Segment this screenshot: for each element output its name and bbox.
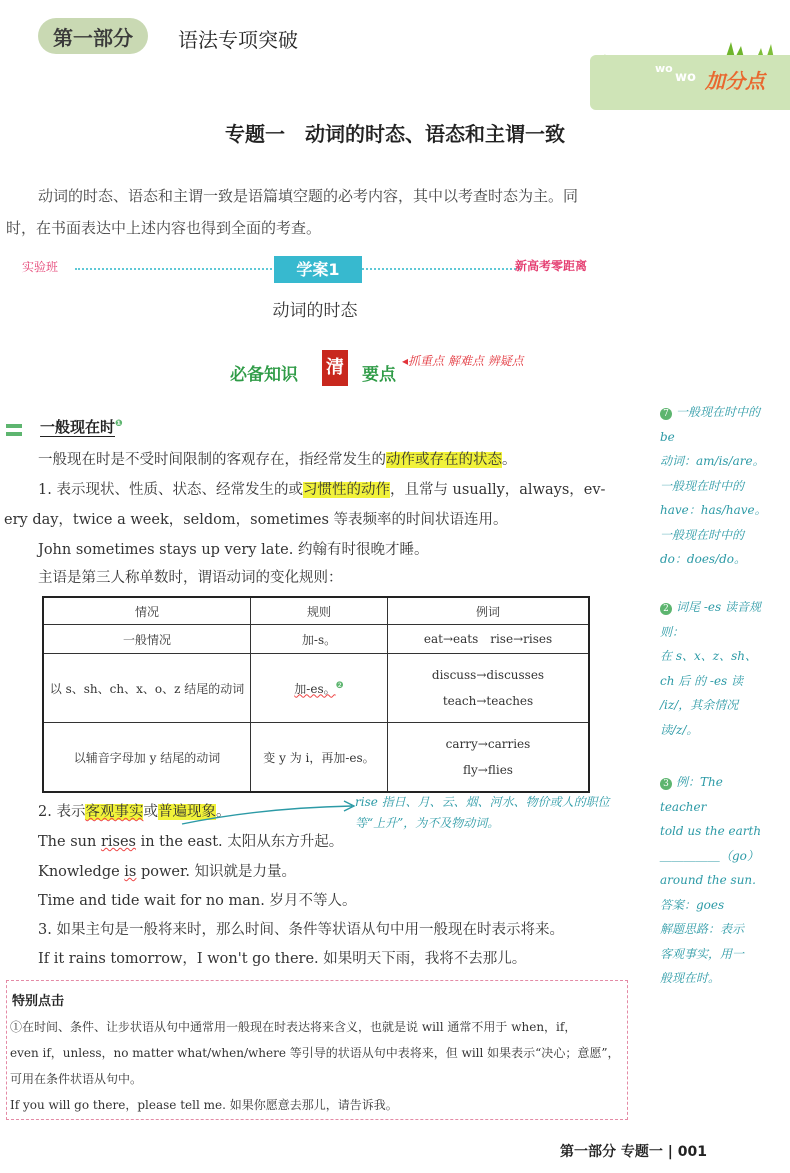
table-cell: 加-s。 bbox=[251, 625, 388, 654]
table-row bbox=[43, 723, 589, 793]
example-word: fly→flies bbox=[463, 763, 513, 777]
example-line: John sometimes stays up very late. 约翰有时很晚才睡。 bbox=[38, 542, 429, 558]
conjugation-table bbox=[42, 596, 590, 793]
margin-note-2 bbox=[660, 595, 772, 742]
table-cell bbox=[388, 625, 590, 654]
note-line: 动词：am/is/are。 bbox=[660, 454, 765, 468]
text: The sun bbox=[38, 834, 101, 850]
plan-label: 学案1 bbox=[274, 256, 362, 283]
margin-note-3 bbox=[660, 770, 772, 991]
note-line: 一般现在时中的 bbox=[660, 527, 745, 542]
note-number-icon: 3 bbox=[660, 778, 672, 790]
body-line bbox=[38, 448, 517, 469]
note-line: 一般现在时中的 bbox=[660, 478, 745, 493]
table-row bbox=[43, 654, 589, 723]
note-line: 般现在时。 bbox=[660, 971, 721, 985]
note-line: 在 s、x、z、sh、 bbox=[660, 649, 757, 663]
special-line: If you will go there，please tell me. 如果你愿意去那儿，请告诉我。 bbox=[10, 1098, 398, 1112]
note-line: do：does/do。 bbox=[660, 552, 747, 566]
table-cell: 变 y 为 i，再加-es。 bbox=[251, 723, 388, 793]
note-line: told us the earth bbox=[660, 824, 762, 838]
intro-line: 时，在书面表达中上述内容也得到全面的考查。 bbox=[6, 219, 322, 237]
section-title: 动词的时态 bbox=[272, 301, 358, 321]
text: in the east. 太阳从东方升起。 bbox=[135, 834, 344, 850]
note-line: 一般现在时中的 be bbox=[660, 405, 761, 444]
note-line: 解题思路：表示 bbox=[660, 922, 745, 936]
note-line: 读/z/。 bbox=[660, 722, 699, 737]
heading bbox=[40, 416, 123, 437]
table-cell: 以 s、sh、ch、x、o、z 结尾的动词 bbox=[43, 654, 251, 723]
example-line: If it rains tomorrow，I won't go there. 如果明天下雨，我将不去那儿。 bbox=[38, 951, 527, 967]
note-line: ＿＿＿＿＿（go） bbox=[660, 848, 759, 863]
exam-tag: 新高考零距离 bbox=[515, 259, 588, 273]
body-line: ery day，twice a week，seldom，sometimes 等表频率的时间状语连用。 bbox=[4, 512, 508, 528]
table-cell: 加-es。$^❷$ bbox=[251, 654, 388, 723]
table-header: 规则 bbox=[251, 597, 388, 625]
text: 2. 表示 bbox=[38, 804, 86, 820]
arrow-icon bbox=[180, 800, 360, 830]
rule-text: 加-es。 bbox=[294, 681, 336, 696]
text: ，且常与 usually，always，ev- bbox=[389, 482, 606, 498]
underlined-word: rises bbox=[100, 834, 136, 850]
table-header-row bbox=[43, 597, 589, 625]
note-line: around the sun. bbox=[660, 873, 756, 887]
special-title: 特别点击 bbox=[12, 994, 65, 1009]
highlight: 习惯性的动作 bbox=[302, 482, 390, 498]
margin-note-1 bbox=[660, 400, 772, 572]
example-line bbox=[38, 860, 296, 881]
heading-text: 一般现在时 bbox=[40, 418, 116, 436]
highlight: 普遍现象 bbox=[157, 804, 216, 820]
example-word: carry→carries bbox=[445, 737, 531, 751]
banner-part1: 必备知识 bbox=[230, 365, 298, 385]
note-number-icon: 2 bbox=[660, 603, 672, 615]
text: power. 知识就是力量。 bbox=[136, 864, 297, 880]
text: 一般现在时是不受时间限制的客观存在，指经常发生的 bbox=[38, 452, 386, 468]
note-line: /iz/，其余情况 bbox=[660, 698, 739, 712]
example-line bbox=[38, 830, 343, 851]
topic-title: 专题一 动词的时态、语态和主谓一致 bbox=[225, 122, 565, 146]
intro-paragraph bbox=[0, 180, 650, 244]
part-badge: 第一部分 bbox=[38, 18, 148, 54]
text: Knowledge bbox=[38, 864, 125, 880]
special-line: even if，unless，no matter what/when/where 等引导的状语从句中表将来，但 will 如果表示“决心；意愿”， bbox=[10, 1046, 620, 1060]
handwritten-note: rise 指日、月、云、烟、河水、物价或人的职位等“上升”，为不及物动词。 bbox=[355, 795, 610, 830]
intro-line: 动词的时态、语态和主谓一致是语篇填空题的必考内容，其中以考查时态为主。同 bbox=[38, 187, 579, 205]
note-line: 词尾 -es 读音规则： bbox=[660, 600, 761, 639]
text: 。 bbox=[502, 452, 517, 468]
text: 或 bbox=[143, 804, 158, 820]
plus-woo-large: wo bbox=[675, 70, 696, 85]
table-cell bbox=[388, 723, 590, 793]
body-line: 3. 如果主句是一般将来时，那么时间、条件等状语从句中用一般现在时表示将来。 bbox=[38, 922, 564, 938]
note-line: 例：The teacher bbox=[660, 775, 723, 814]
plus-woo-small: wo bbox=[655, 62, 673, 75]
table-row bbox=[43, 625, 589, 654]
table-cell: 一般情况 bbox=[43, 625, 251, 654]
part-title: 语法专项突破 bbox=[178, 28, 298, 52]
body-line: 主语是第三人称单数时，谓语动词的变化规则： bbox=[38, 570, 343, 586]
example-word: eat→eats rise→rises bbox=[423, 632, 553, 646]
note-line: ch 后 的 -es 读 bbox=[660, 673, 744, 688]
class-stamp: 实验班 bbox=[22, 260, 59, 274]
example-line: Time and tide wait for no man. 岁月不等人。 bbox=[38, 893, 357, 909]
highlight: 动作或存在的状态 bbox=[386, 452, 502, 468]
banner-part2: 要点 bbox=[362, 365, 396, 385]
plus-points-label: 加分点 bbox=[705, 69, 765, 93]
text: 。 bbox=[215, 804, 231, 820]
underlined-word: is bbox=[124, 864, 137, 880]
example-word: discuss→discusses bbox=[431, 668, 545, 682]
page-footer: 第一部分 专题一 | 001 bbox=[560, 1144, 707, 1160]
table-cell: 以辅音字母加 y 结尾的动词 bbox=[43, 723, 251, 793]
table-header: 情况 bbox=[43, 597, 251, 625]
example-word: teach→teaches bbox=[442, 694, 534, 708]
body-line bbox=[38, 478, 605, 499]
table-header: 例词 bbox=[388, 597, 590, 625]
note-ref-1: ❶ bbox=[115, 419, 123, 429]
table-cell bbox=[388, 654, 590, 723]
banner-tag: ◂抓重点 解难点 辨疑点 bbox=[402, 354, 524, 368]
section-marker-icon bbox=[6, 424, 22, 436]
seal-icon: 清 bbox=[322, 350, 348, 386]
highlight: 客观事实 bbox=[85, 804, 144, 820]
note-line: have：has/have。 bbox=[660, 503, 767, 517]
text: 1. 表示现状、性质、状态、经常发生的或 bbox=[38, 482, 303, 498]
note-number-icon: 7 bbox=[660, 408, 672, 420]
note-line: 客观事实，用一 bbox=[660, 946, 745, 961]
note-line: 答案：goes bbox=[660, 897, 725, 912]
special-line: 可用在条件状语从句中。 bbox=[10, 1072, 143, 1086]
special-line: ①在时间、条件、让步状语从句中通常用一般现在时表达将来含义，也就是说 will 通常不用于 when，if， bbox=[10, 1020, 577, 1034]
